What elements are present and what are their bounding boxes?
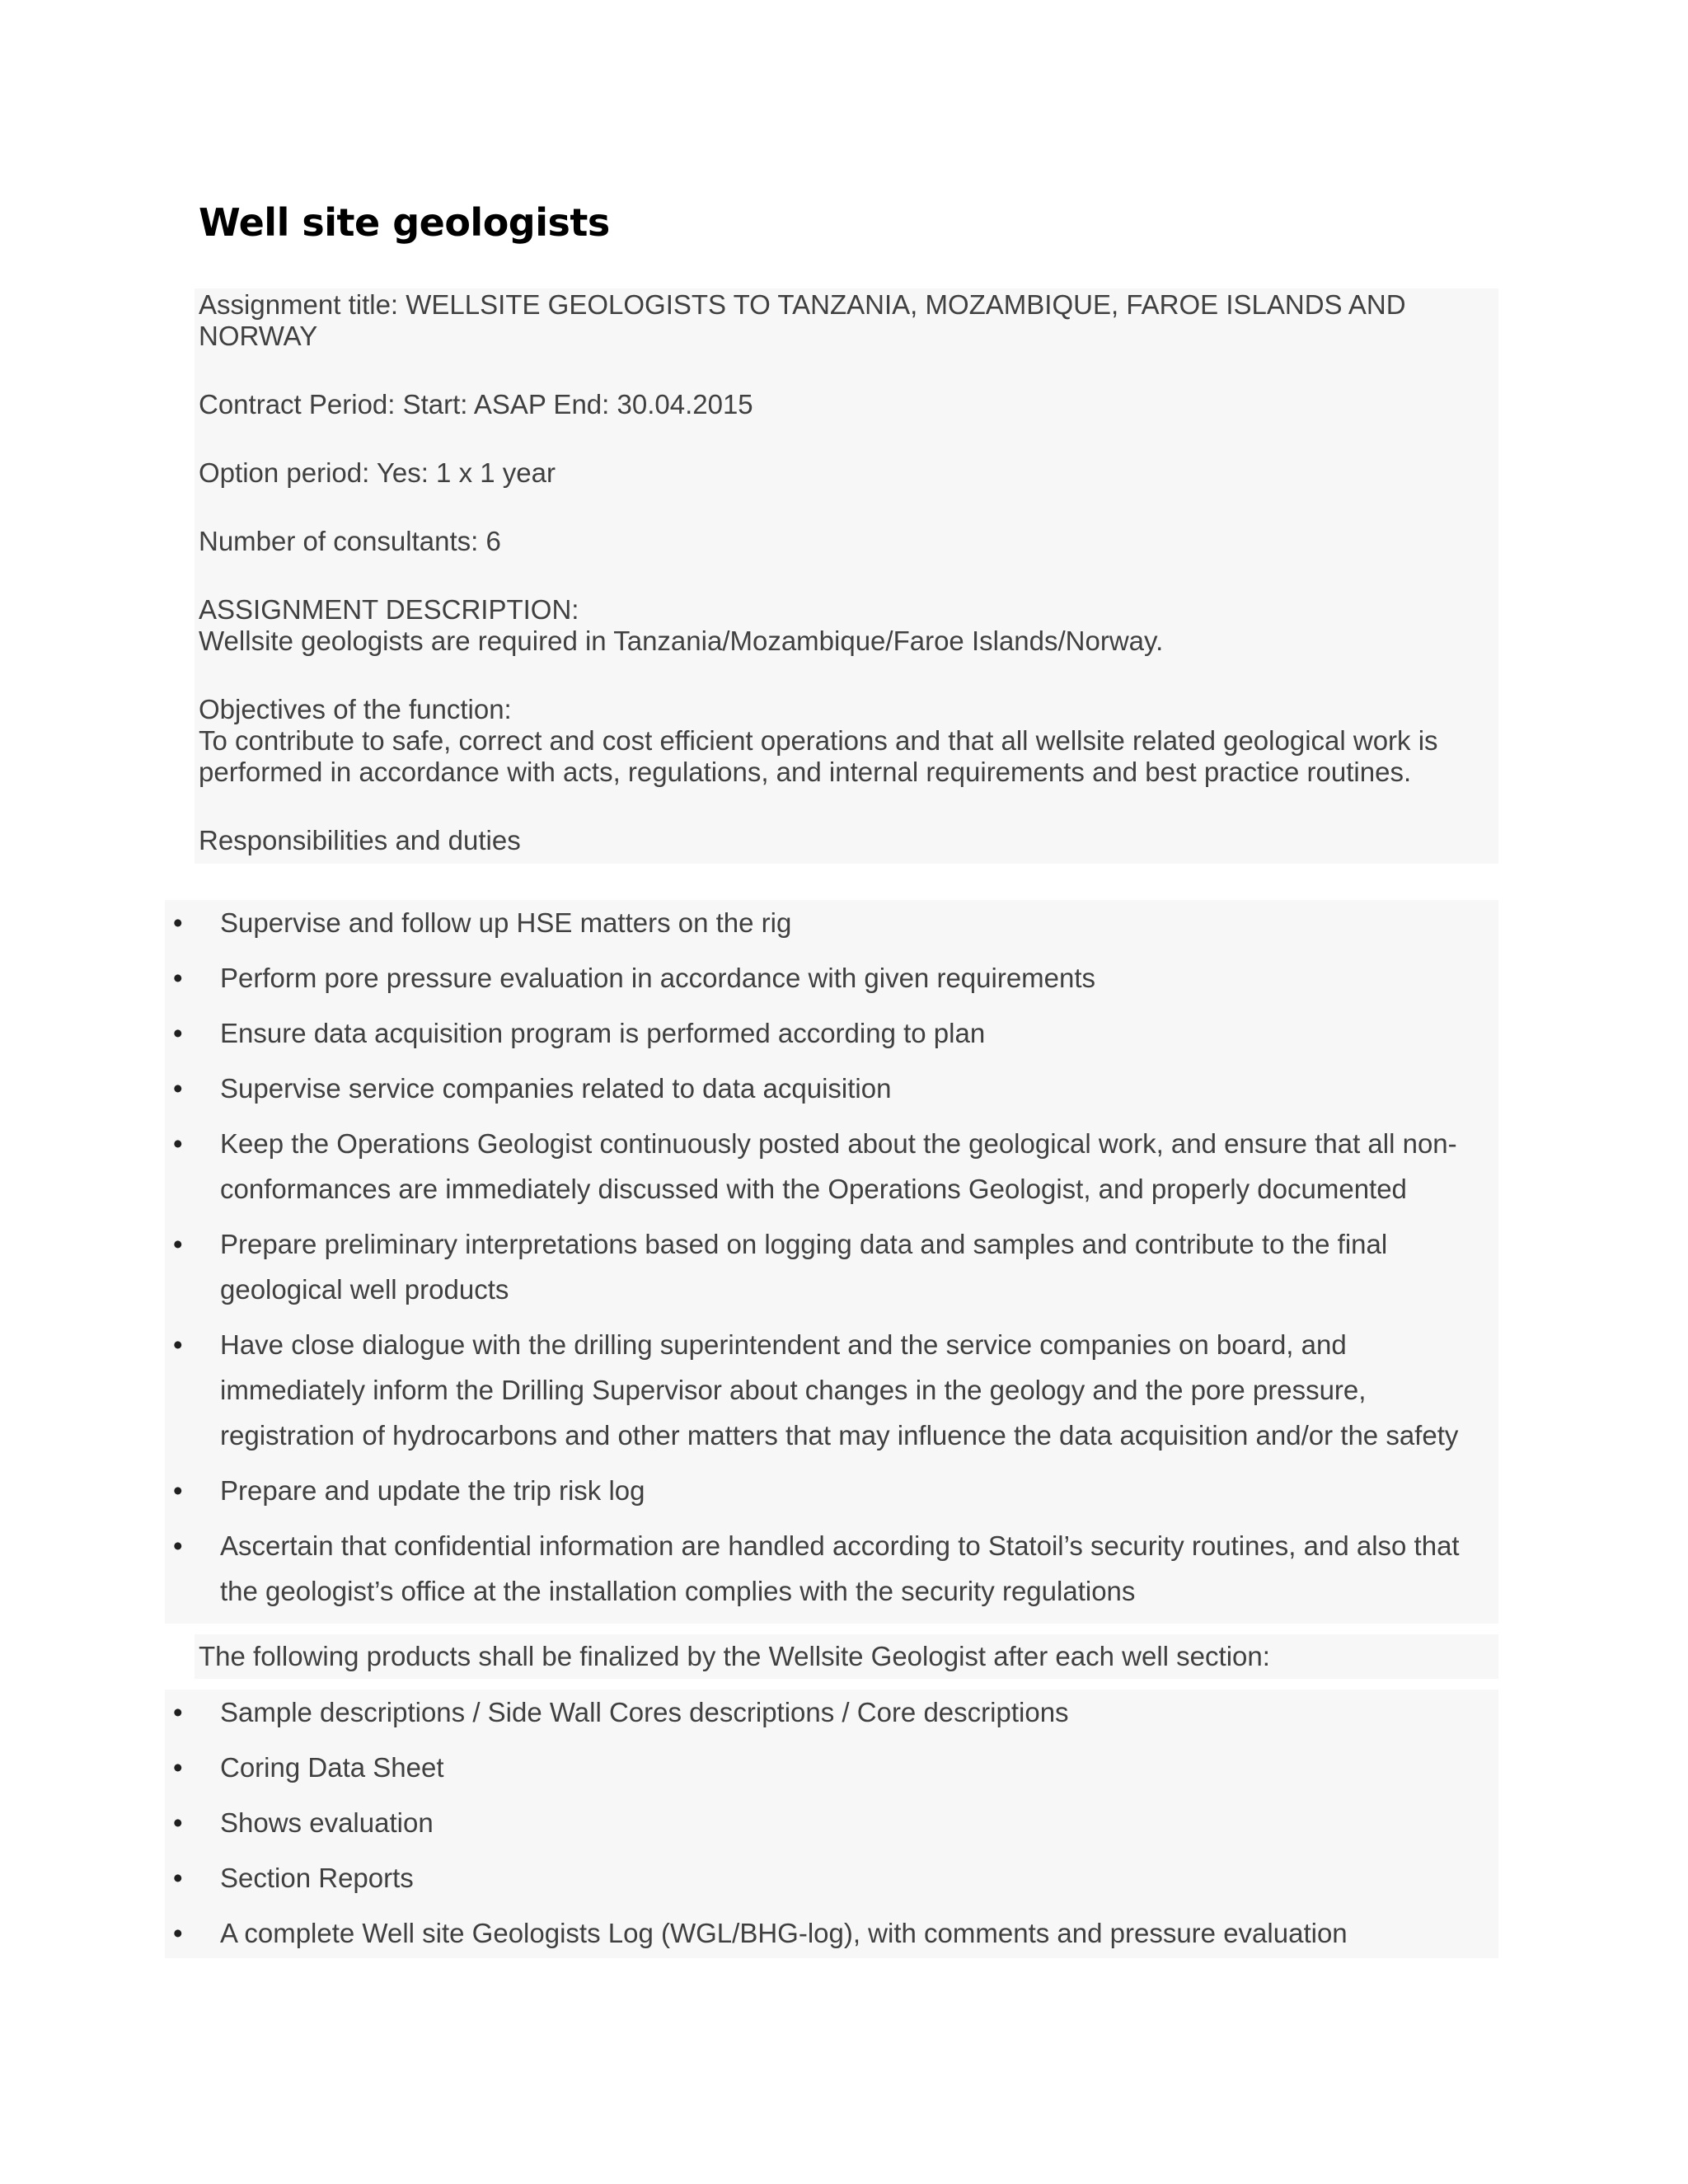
responsibility-item-line: Perform pore pressure evaluation in accordance with given requirements [220,963,1096,993]
page-title: Well site geologists [199,200,610,245]
responsibility-item-line: Prepare preliminary interpretations based on logging data and samples and contribute to the final [220,1229,1388,1259]
contract-period: Contract Period: Start: ASAP End: 30.04.2015 [199,389,753,419]
bullet-icon: • [173,1530,183,1561]
description-heading: ASSIGNMENT DESCRIPTION: [199,594,579,625]
assignment-title-line-1: Assignment title: WELLSITE GEOLOGISTS TO TANZANIA, MOZAMBIQUE, FAROE ISLANDS AND [199,289,1406,320]
responsibility-item-line: Keep the Operations Geologist continuously posted about the geological work, and ensure that all non- [220,1128,1457,1159]
assignment-info-section [195,288,1498,864]
responsibilities-heading: Responsibilities and duties [199,825,521,855]
bullet-icon: • [173,1863,183,1893]
responsibility-item-text [220,1221,1387,1312]
responsibility-item-line: Supervise service companies related to data acquisition [220,1073,892,1104]
product-item-line: Shows evaluation [220,1807,434,1838]
responsibility-item-line: Supervise and follow up HSE matters on the rig [220,907,792,938]
responsibility-item-text [220,955,1095,1001]
responsibility-item-text [220,1121,1457,1212]
products-intro-section [195,1634,1498,1679]
responsibility-item-text [220,900,791,945]
responsibility-item-text [220,1066,891,1111]
bullet-icon: • [173,1018,183,1048]
product-item-text [220,1745,444,1790]
responsibility-item-line: conformances are immediately discussed with the Operations Geologist, and properly documented [220,1174,1407,1204]
bullet-icon: • [173,963,183,993]
products-intro-text: The following products shall be finalized by the Wellsite Geologist after each well section: [199,1641,1270,1671]
objectives-heading: Objectives of the function: [199,694,512,724]
responsibility-item-text [220,1523,1460,1614]
responsibility-item-line: Ensure data acquisition program is performed according to plan [220,1018,986,1048]
product-item-line: Sample descriptions / Side Wall Cores descriptions / Core descriptions [220,1697,1069,1727]
objectives-line-1: To contribute to safe, correct and cost efficient operations and that all wellsite related geological work is [199,725,1438,756]
responsibility-item-text [220,1322,1458,1458]
responsibility-item-text [220,1468,645,1513]
bullet-icon: • [173,1229,183,1259]
responsibility-item-text [220,1010,985,1056]
product-item-line: Coring Data Sheet [220,1752,444,1783]
products-list [165,1690,1498,1958]
objectives-line-2: performed in accordance with acts, regulations, and internal requirements and best practice routines. [199,757,1412,787]
product-item-line: A complete Well site Geologists Log (WGL/BHG-log), with comments and pressure evaluation [220,1918,1348,1948]
product-item-line: Section Reports [220,1863,414,1893]
assignment-title-line-2: NORWAY [199,321,318,351]
product-item-text [220,1855,414,1900]
responsibility-item-line: the geologist’s office at the installation complies with the security regulations [220,1576,1136,1606]
bullet-icon: • [173,1697,183,1727]
responsibility-item-line: Have close dialogue with the drilling superintendent and the service companies on board, and [220,1329,1347,1360]
bullet-icon: • [173,1073,183,1104]
consultants-count: Number of consultants: 6 [199,526,501,556]
bullet-icon: • [173,1475,183,1506]
description-text: Wellsite geologists are required in Tanzania/Mozambique/Faroe Islands/Norway. [199,626,1164,656]
responsibility-item-line: Ascertain that confidential information are handled according to Statoil’s security routines, and also that [220,1530,1460,1561]
bullet-icon: • [173,1128,183,1159]
bullet-icon: • [173,1752,183,1783]
product-item-text [220,1910,1348,1956]
responsibility-item-line: Prepare and update the trip risk log [220,1475,645,1506]
responsibility-item-line: geological well products [220,1274,509,1305]
bullet-icon: • [173,1807,183,1838]
bullet-icon: • [173,907,183,938]
bullet-icon: • [173,1918,183,1948]
responsibility-item-line: registration of hydrocarbons and other matters that may influence the data acquisition and/or the safety [220,1420,1459,1451]
bullet-icon: • [173,1329,183,1360]
responsibilities-list [165,900,1498,1624]
option-period: Option period: Yes: 1 x 1 year [199,457,556,488]
product-item-text [220,1800,434,1845]
product-item-text [220,1690,1069,1735]
responsibility-item-line: immediately inform the Drilling Supervisor about changes in the geology and the pore pressure, [220,1375,1367,1405]
